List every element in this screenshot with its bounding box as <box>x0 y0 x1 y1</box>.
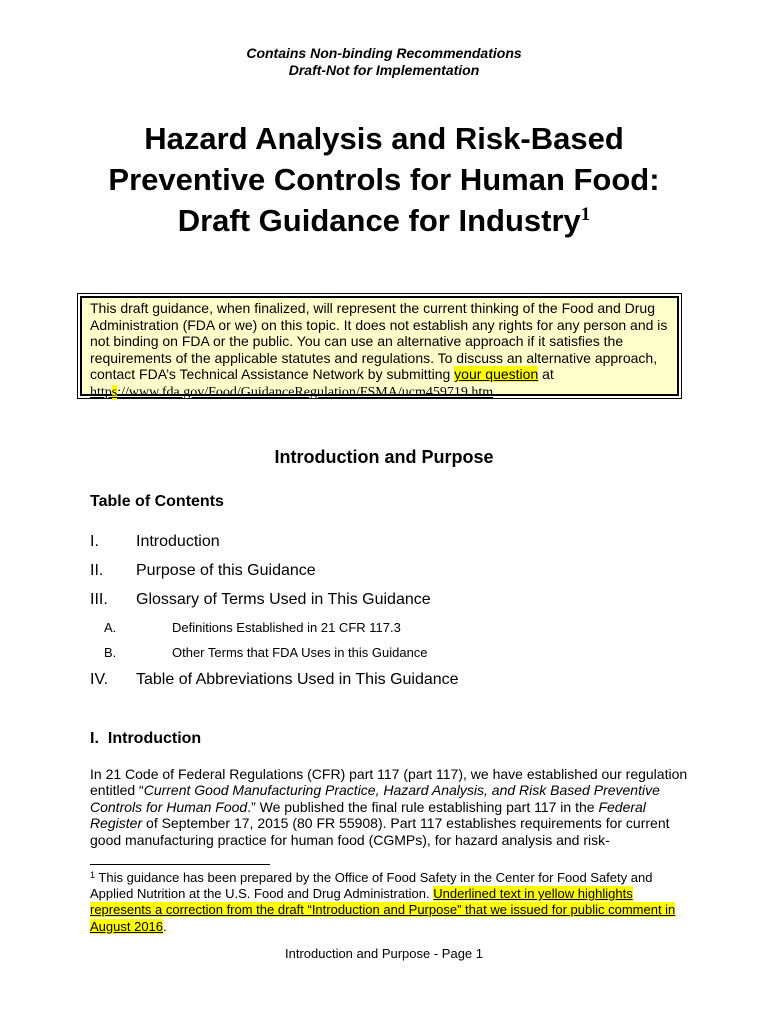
introduction-heading <box>90 730 201 748</box>
toc-title: Table of Contents <box>90 493 224 510</box>
toc-item-number: IV. <box>90 671 109 688</box>
title-footnote-marker[interactable]: 1 <box>580 204 591 225</box>
intro-text: In 21 Code of Federal Regulations (CFR) part 117 (part 117), we have established our regulation entitled “ <box>90 766 688 799</box>
toc-item-number: B. <box>104 645 117 660</box>
title-line-2: Preventive Controls for Human Food: <box>108 162 660 197</box>
footnote-marker: 1 <box>90 870 96 880</box>
footnote-text: This guidance has been prepared by the Office of Food Safety in the Center for Food Safety and Applied Nutrition at the U.S. Food and Drug Administration. <box>90 870 653 902</box>
intro-text: .” We published the final rule establishing part 117 in the <box>247 798 599 815</box>
page-footer: Introduction and Purpose - Page 1 <box>284 946 484 961</box>
fsma-guidance-url-link[interactable] <box>90 385 493 400</box>
toc-item-label: Definitions Established in 21 CFR 117.3 <box>172 620 401 635</box>
header-line-1: Contains Non-binding Recommendations <box>246 45 522 61</box>
toc-item-number: III. <box>90 591 108 608</box>
toc-item-number: II. <box>90 562 104 579</box>
toc-item-label: Glossary of Terms Used in This Guidance <box>136 591 431 608</box>
document-title <box>0 118 768 241</box>
your-question-link[interactable]: your question <box>454 366 539 382</box>
toc-item-label: Introduction <box>136 533 220 550</box>
url-scheme: http <box>90 384 112 400</box>
notice-body <box>80 296 679 400</box>
introduction-label: Introduction <box>107 730 202 747</box>
federal-register: Federal Register <box>90 798 646 832</box>
url-path: ://www.fda.gov/Food/GuidanceRegulation/FSMA/ucm459719.htm <box>117 384 494 400</box>
footnote-divider <box>90 864 270 865</box>
correction-note-highlight: Underlined text in yellow highlights represents a correction from the draft “Introduction and Purpose” that we issued for public comment in August 2016 <box>90 886 676 934</box>
section-heading: Introduction and Purpose <box>274 447 494 467</box>
title-line-1: Hazard Analysis and Risk-Based <box>144 121 624 156</box>
header-line-2: Draft-Not for Implementation <box>288 62 480 78</box>
notice-text: This draft guidance, when finalized, will represent the current thinking of the Food and Drug Administration (FDA or we) on this topic. It does not establish any rights for any person and is not binding on FDA or the public. You can use an alternative approach if it satisfies the requirements of the applicable statutes and regulations. To discuss an alternative approach, contact FDA’s Technical Assistance Network by submitting <box>90 300 668 382</box>
regulation-title: Current Good Manufacturing Practice, Hazard Analysis, and Risk Based Preventive Controls for Human Food <box>90 782 660 815</box>
title-line-3: Draft Guidance for Industry <box>177 203 581 238</box>
url-period: . <box>493 382 498 399</box>
toc-item-number: A. <box>104 620 117 635</box>
toc-item-label: Table of Abbreviations Used in This Guidance <box>136 671 459 688</box>
toc-item-label: Other Terms that FDA Uses in this Guidance <box>172 645 428 660</box>
non-binding-header <box>0 45 768 79</box>
introduction-paragraph <box>90 766 690 848</box>
intro-text: of September 17, 2015 (80 FR 55908). Part 117 establishes requirements for current good manufacturing practice for human food (CGMPs), for hazard analysis and risk- <box>90 815 670 848</box>
notice-text-at: at <box>538 366 554 382</box>
footnote-1 <box>90 870 690 935</box>
toc-item-number: I. <box>90 533 99 550</box>
toc-item-label: Purpose of this Guidance <box>136 562 316 579</box>
introduction-number: I. <box>90 730 99 747</box>
draft-guidance-notice-box <box>77 293 682 399</box>
footnote-period: . <box>163 918 167 934</box>
url-scheme-highlight: s <box>111 384 118 400</box>
